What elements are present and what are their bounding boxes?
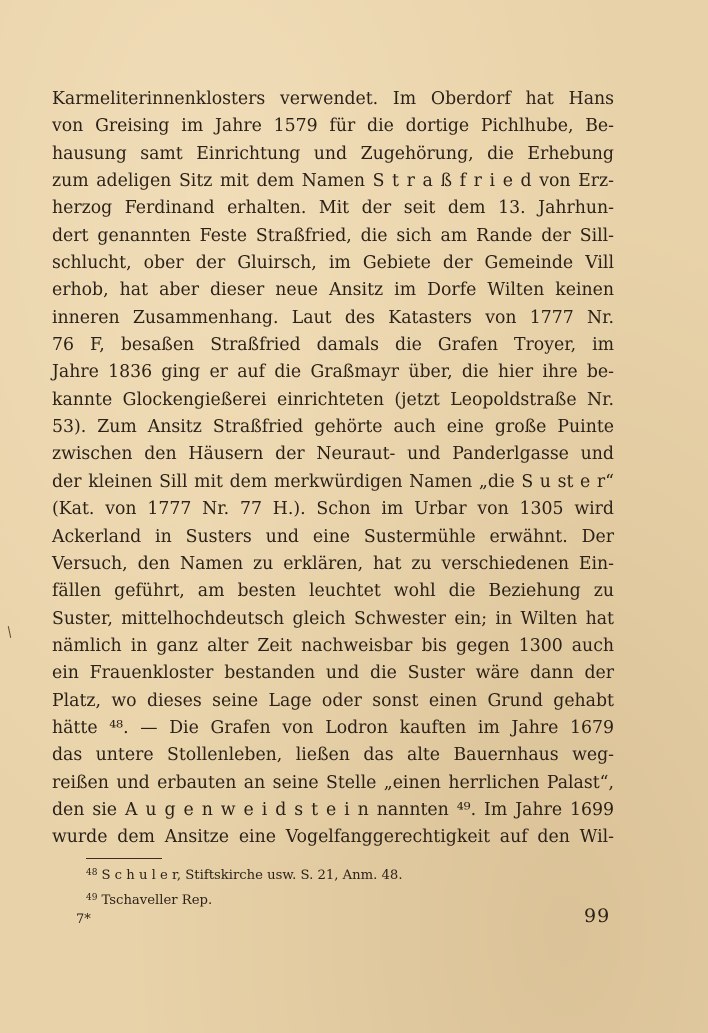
footnote-48 — [86, 862, 486, 887]
text-line-3: hausung samt Einrichtung und Zugehörung, die Erhebung — [52, 143, 614, 164]
text-line-17: Ackerland in Susters und eine Sustermühle erwähnt. Der — [52, 526, 614, 547]
main-text — [52, 86, 614, 852]
signature-mark: 7* — [76, 912, 91, 927]
text-line-15: der kleinen Sill mit dem merkwürdigen Namen „die S u st e r“ — [52, 471, 614, 492]
text-line-6: dert genannten Feste Straßfried, die sich am Rande der Sill- — [52, 225, 614, 246]
text-line-5: herzog Ferdinand erhalten. Mit der seit dem 13. Jahrhun- — [52, 198, 614, 219]
footnote-marker: 48 — [86, 868, 98, 878]
text-line-12: kannte Glockengießerei einrichteten (jetzt Leopoldstraße Nr. — [52, 389, 614, 410]
footnote-divider — [86, 858, 162, 859]
text-line-21: nämlich in ganz alter Zeit nachweisbar bis gegen 1300 auch — [52, 635, 614, 656]
text-line-23: Platz, wo dieses seine Lage oder sonst einen Grund gehabt — [52, 690, 614, 711]
footnote-marker: 49 — [86, 893, 98, 903]
margin-pencil-mark — [8, 626, 11, 638]
text-line-20: Suster, mittelhochdeutsch gleich Schwester ein; in Wilten hat — [52, 608, 614, 629]
footnote-49 — [86, 887, 486, 912]
text-line-16: (Kat. von 1777 Nr. 77 H.). Schon im Urbar von 1305 wird — [52, 499, 614, 520]
text-line-19: fällen geführt, am besten leuchtet wohl die Beziehung zu — [52, 581, 614, 602]
text-line-11: Jahre 1836 ging er auf die Graßmayr über, die hier ihre be- — [52, 362, 614, 383]
text-line-13: 53). Zum Ansitz Straßfried gehörte auch eine große Puinte — [52, 417, 614, 438]
text-line-9: inneren Zusammenhang. Laut des Katasters von 1777 Nr. — [52, 307, 614, 328]
text-line-14: zwischen den Häusern der Neuraut- und Panderlgasse und — [52, 444, 614, 465]
text-line-4: zum adeligen Sitz mit dem Namen S t r a ß f r i e d von Erz- — [52, 171, 614, 192]
text-line-26: reißen und erbauten an seine Stelle „einen herrlichen Palast“, — [52, 772, 614, 793]
text-line-24: hätte ⁴⁸. — Die Grafen von Lodron kauften im Jahre 1679 — [52, 717, 614, 738]
text-line-18: Versuch, den Namen zu erklären, hat zu verschiedenen Ein- — [52, 553, 614, 574]
text-line-2: von Greising im Jahre 1579 für die dortige Pichlhube, Be- — [52, 116, 614, 137]
footnote-text: S c h u l e r, Stiftskirche usw. S. 21, Anm. 48. — [101, 868, 403, 883]
text-line-10: 76 F, besaßen Straßfried damals die Grafen Troyer, im — [52, 335, 614, 356]
text-line-27: den sie A u g e n w e i d s t e i n nannten ⁴⁹. Im Jahre 1699 — [52, 799, 614, 820]
footnotes — [86, 862, 486, 912]
text-line-28: wurde dem Ansitze eine Vogelfanggerechtigkeit auf den Wil- — [52, 827, 614, 848]
footnote-text: Tschaveller Rep. — [101, 893, 213, 908]
text-line-1: Karmeliterinnenklosters verwendet. Im Oberdorf hat Hans — [52, 89, 614, 109]
page-number: 99 — [584, 905, 611, 927]
text-line-7: schlucht, ober der Gluirsch, im Gebiete der Gemeinde Vill — [52, 253, 614, 274]
text-line-25: das untere Stollenleben, ließen das alte Bauernhaus weg- — [52, 745, 614, 766]
text-line-22: ein Frauenkloster bestanden und die Suster wäre dann der — [52, 663, 614, 684]
text-line-8: erhob, hat aber dieser neue Ansitz im Dorfe Wilten keinen — [52, 280, 614, 301]
